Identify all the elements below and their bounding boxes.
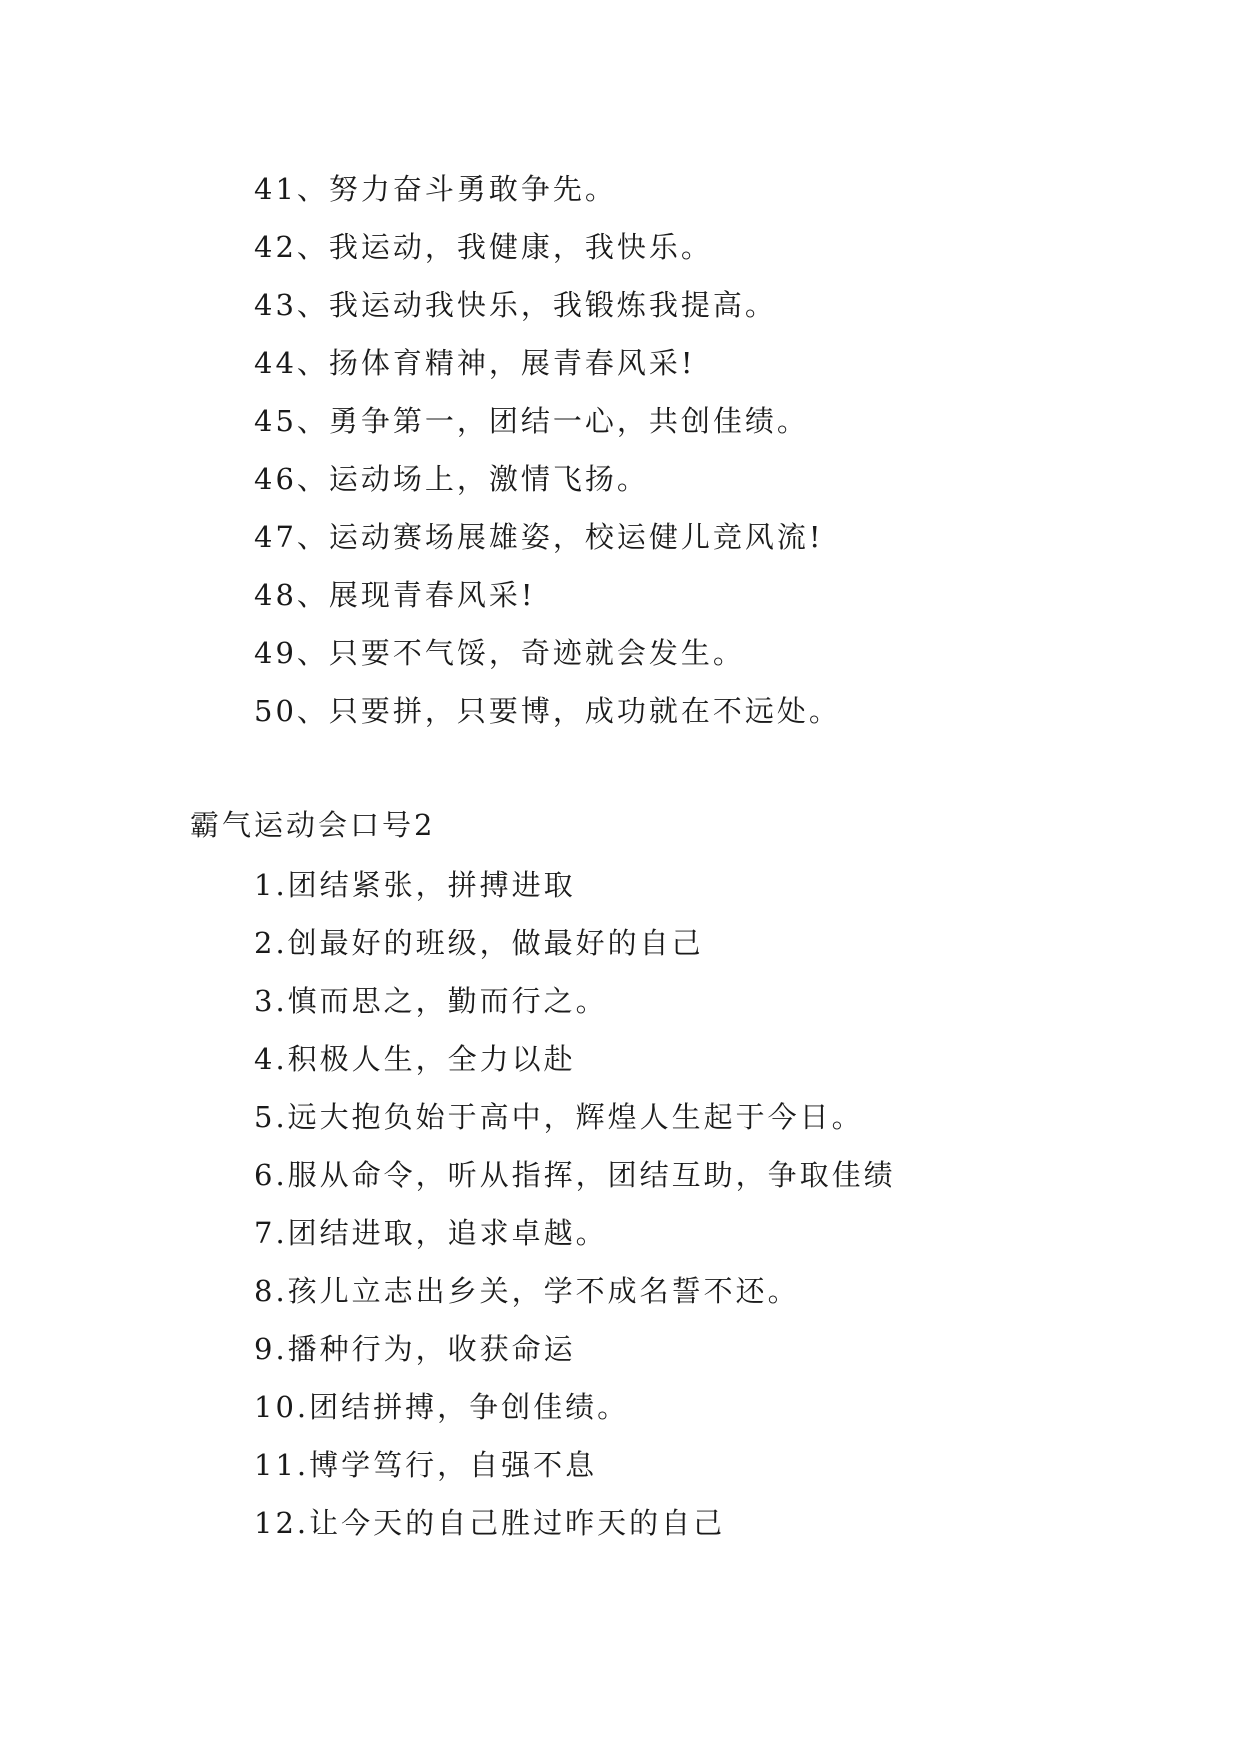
list-item: 43、我运动我快乐，我锻炼我提高。 <box>254 288 777 322</box>
list-item: 2.创最好的班级，做最好的自己 <box>254 926 704 960</box>
list-item: 50、只要拼，只要博，成功就在不远处。 <box>254 694 841 728</box>
list-item: 7.团结进取，追求卓越。 <box>254 1216 608 1250</box>
list-item: 11.博学笃行，自强不息 <box>254 1448 598 1482</box>
list-item: 41、努力奋斗勇敢争先。 <box>254 172 617 206</box>
list-item: 6.服从命令，听从指挥，团结互助，争取佳绩 <box>254 1158 896 1192</box>
list-item: 1.团结紧张，拼搏进取 <box>254 868 576 902</box>
list-item: 47、运动赛场展雄姿，校运健儿竞风流! <box>254 520 824 554</box>
slogan-list-part2 <box>254 856 896 1552</box>
list-item: 12.让今天的自己胜过昨天的自己 <box>254 1506 726 1540</box>
slogan-list-part1 <box>254 160 841 740</box>
list-item: 49、只要不气馁，奇迹就会发生。 <box>254 636 745 670</box>
list-item: 3.慎而思之，勤而行之。 <box>254 984 608 1018</box>
list-item: 42、我运动，我健康，我快乐。 <box>254 230 713 264</box>
list-item: 4.积极人生，全力以赴 <box>254 1042 576 1076</box>
list-item: 5.远大抱负始于高中，辉煌人生起于今日。 <box>254 1100 864 1134</box>
list-item: 44、扬体育精神，展青春风采! <box>254 346 696 380</box>
list-item: 10.团结拼搏，争创佳绩。 <box>254 1390 630 1424</box>
list-item: 9.播种行为，收获命运 <box>254 1332 576 1366</box>
section-title: 霸气运动会口号2 <box>190 808 436 842</box>
list-item: 48、展现青春风采! <box>254 578 536 612</box>
list-item: 8.孩儿立志出乡关，学不成名誓不还。 <box>254 1274 800 1308</box>
list-item: 46、运动场上，激情飞扬。 <box>254 462 649 496</box>
list-item: 45、勇争第一，团结一心，共创佳绩。 <box>254 404 809 438</box>
